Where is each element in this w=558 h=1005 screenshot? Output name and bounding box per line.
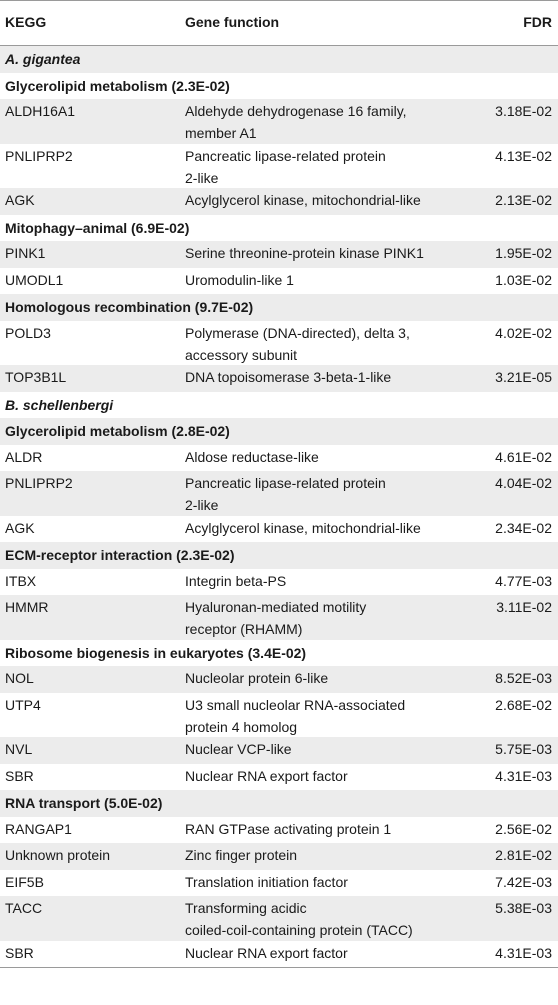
- pathway-row: [0, 790, 558, 817]
- gene-function-line: Aldehyde dehydrogenase 16 family,: [185, 103, 407, 119]
- species-name: A. gigantea: [5, 51, 81, 67]
- gene-function-line: Nuclear RNA export factor: [185, 944, 348, 961]
- gene-function-line: Zinc finger protein: [185, 847, 298, 863]
- pathway-row: [0, 418, 558, 445]
- gene-fdr: 2.13E-02: [495, 192, 552, 208]
- gene-function: [185, 242, 455, 264]
- gene-function-line: Transforming acidic: [185, 900, 307, 916]
- gene-kegg: Unknown protein: [5, 847, 111, 863]
- gene-fdr: 4.77E-03: [495, 572, 552, 589]
- gene-row: [0, 693, 558, 738]
- gene-kegg: ALDR: [5, 448, 43, 465]
- gene-function-line: Nucleolar protein 6-like: [185, 670, 329, 686]
- gene-fdr: 5.38E-03: [495, 900, 552, 916]
- gene-row: [0, 666, 558, 693]
- pathway-name: ECM-receptor interaction (2.3E-02): [5, 547, 235, 563]
- gene-kegg: EIF5B: [5, 873, 44, 890]
- gene-function-line: coiled-coil-containing protein (TACC): [185, 922, 413, 938]
- table-header: [0, 1, 558, 46]
- gene-function-line: receptor (RHAMM): [185, 621, 303, 637]
- gene-function-line: DNA topoisomerase 3-beta-1-like: [185, 369, 392, 385]
- gene-kegg: RANGAP1: [5, 820, 72, 837]
- gene-fdr: 4.04E-02: [495, 475, 552, 491]
- gene-function: [185, 596, 455, 640]
- pathway-name: Homologous recombination (9.7E-02): [5, 299, 254, 315]
- pathway-row: [0, 640, 558, 667]
- gene-function: [185, 322, 455, 366]
- pathway-row: [0, 294, 558, 321]
- gene-row: [0, 941, 558, 968]
- gene-fdr: 4.31E-03: [495, 767, 552, 784]
- gene-fdr: 4.13E-02: [495, 147, 552, 164]
- gene-fdr: 1.95E-02: [495, 245, 552, 261]
- gene-function-line: Translation initiation factor: [185, 873, 348, 890]
- gene-function: [185, 446, 455, 468]
- gene-function: [185, 871, 455, 893]
- gene-function: [185, 269, 455, 291]
- gene-fdr: 5.75E-03: [495, 741, 552, 757]
- pathway-row: [0, 542, 558, 569]
- gene-function: [185, 694, 455, 738]
- gene-function-line: RAN GTPase activating protein 1: [185, 820, 392, 837]
- species-row: [0, 46, 558, 73]
- gene-kegg: HMMR: [5, 599, 49, 615]
- pathway-row: [0, 215, 558, 242]
- gene-row: [0, 99, 558, 144]
- gene-fdr: 4.02E-02: [495, 324, 552, 341]
- gene-row: [0, 144, 558, 189]
- gene-fdr: 2.68E-02: [495, 696, 552, 713]
- gene-function: [185, 145, 455, 189]
- gene-kegg: PNLIPRP2: [5, 147, 73, 164]
- gene-row: [0, 595, 558, 640]
- gene-fdr: 4.61E-02: [495, 448, 552, 465]
- gene-function: [185, 472, 455, 516]
- gene-function: [185, 570, 455, 592]
- pathway-row: [0, 73, 558, 100]
- gene-function-line: Acylglycerol kinase, mitochondrial-like: [185, 519, 421, 536]
- gene-row: [0, 817, 558, 844]
- gene-fdr: 3.21E-05: [495, 369, 552, 385]
- gene-fdr: 1.03E-02: [495, 271, 552, 288]
- gene-function-line: member A1: [185, 125, 257, 141]
- gene-function: [185, 765, 455, 787]
- gene-function: [185, 517, 455, 539]
- gene-function: [185, 366, 455, 388]
- gene-kegg: TACC: [5, 900, 43, 916]
- table-body: [0, 46, 558, 967]
- gene-fdr: 8.52E-03: [495, 670, 552, 686]
- species-row: [0, 392, 558, 419]
- gene-function-line: Hyaluronan-mediated motility: [185, 599, 367, 615]
- header-kegg: KEGG: [5, 14, 47, 30]
- gene-function: [185, 942, 455, 964]
- gene-function-line: Serine threonine-protein kinase PINK1: [185, 245, 424, 261]
- gene-kegg: UTP4: [5, 696, 41, 713]
- gene-kegg: ALDH16A1: [5, 103, 76, 119]
- gene-kegg: TOP3B1L: [5, 369, 67, 385]
- gene-function: [185, 844, 455, 866]
- gene-fdr: 3.11E-02: [496, 599, 552, 615]
- gene-function-line: Aldose reductase-like: [185, 448, 319, 465]
- gene-fdr: 4.31E-03: [495, 944, 552, 961]
- gene-function: [185, 818, 455, 840]
- pathway-name: Glycerolipid metabolism (2.8E-02): [5, 423, 230, 439]
- gene-kegg: UMODL1: [5, 271, 64, 288]
- gene-function: [185, 189, 455, 211]
- gene-function-line: Nuclear VCP-like: [185, 741, 292, 757]
- gene-kegg: NVL: [5, 741, 33, 757]
- gene-function: [185, 897, 455, 941]
- gene-fdr: 2.81E-02: [495, 847, 552, 863]
- gene-row: [0, 321, 558, 366]
- gene-function-line: Nuclear RNA export factor: [185, 767, 348, 784]
- gene-row: [0, 241, 558, 268]
- gene-fdr: 7.42E-03: [495, 873, 552, 890]
- gene-kegg: PINK1: [5, 245, 46, 261]
- gene-fdr: 2.34E-02: [495, 519, 552, 536]
- gene-function-line: accessory subunit: [185, 346, 298, 363]
- gene-function-line: 2-like: [185, 497, 219, 513]
- gene-function: [185, 667, 455, 689]
- gene-fdr: 3.18E-02: [495, 103, 552, 119]
- gene-function-line: protein 4 homolog: [185, 718, 298, 735]
- gene-row: [0, 365, 558, 392]
- gene-row: [0, 268, 558, 295]
- gene-kegg: ITBX: [5, 572, 37, 589]
- species-name: B. schellenbergi: [5, 396, 114, 413]
- gene-function: [185, 738, 455, 760]
- gene-function-line: Pancreatic lipase-related protein: [185, 475, 386, 491]
- gene-row: [0, 843, 558, 870]
- gene-row: [0, 516, 558, 543]
- gene-kegg: AGK: [5, 519, 35, 536]
- gene-row: [0, 870, 558, 897]
- gene-row: [0, 764, 558, 791]
- gene-kegg: NOL: [5, 670, 34, 686]
- header-gene-function: Gene function: [185, 14, 280, 30]
- gene-row: [0, 569, 558, 596]
- gene-function-line: Pancreatic lipase-related protein: [185, 147, 386, 164]
- pathway-name: Ribosome biogenesis in eukaryotes (3.4E-02): [5, 644, 307, 661]
- gene-row: [0, 188, 558, 215]
- gene-kegg: PNLIPRP2: [5, 475, 73, 491]
- gene-row: [0, 445, 558, 472]
- gene-function-line: Integrin beta-PS: [185, 572, 287, 589]
- gene-kegg: SBR: [5, 767, 34, 784]
- gene-row: [0, 737, 558, 764]
- header-fdr: FDR: [523, 14, 552, 30]
- pathway-name: RNA transport (5.0E-02): [5, 795, 163, 811]
- gene-function: [185, 100, 455, 144]
- gene-fdr: 2.56E-02: [495, 820, 552, 837]
- pathway-name: Mitophagy–animal (6.9E-02): [5, 219, 190, 236]
- gene-function-line: 2-like: [185, 169, 219, 186]
- gene-kegg: POLD3: [5, 324, 51, 341]
- gene-function-line: U3 small nucleolar RNA-associated: [185, 696, 406, 713]
- gene-function-line: Acylglycerol kinase, mitochondrial-like: [185, 192, 421, 208]
- gene-function-line: Uromodulin-like 1: [185, 271, 294, 288]
- gene-row: [0, 471, 558, 516]
- pathway-name: Glycerolipid metabolism (2.3E-02): [5, 77, 230, 94]
- table-bottom-rule: [0, 967, 558, 968]
- gene-kegg: SBR: [5, 944, 34, 961]
- gene-row: [0, 896, 558, 941]
- gene-function-line: Polymerase (DNA-directed), delta 3,: [185, 324, 410, 341]
- gene-kegg: AGK: [5, 192, 35, 208]
